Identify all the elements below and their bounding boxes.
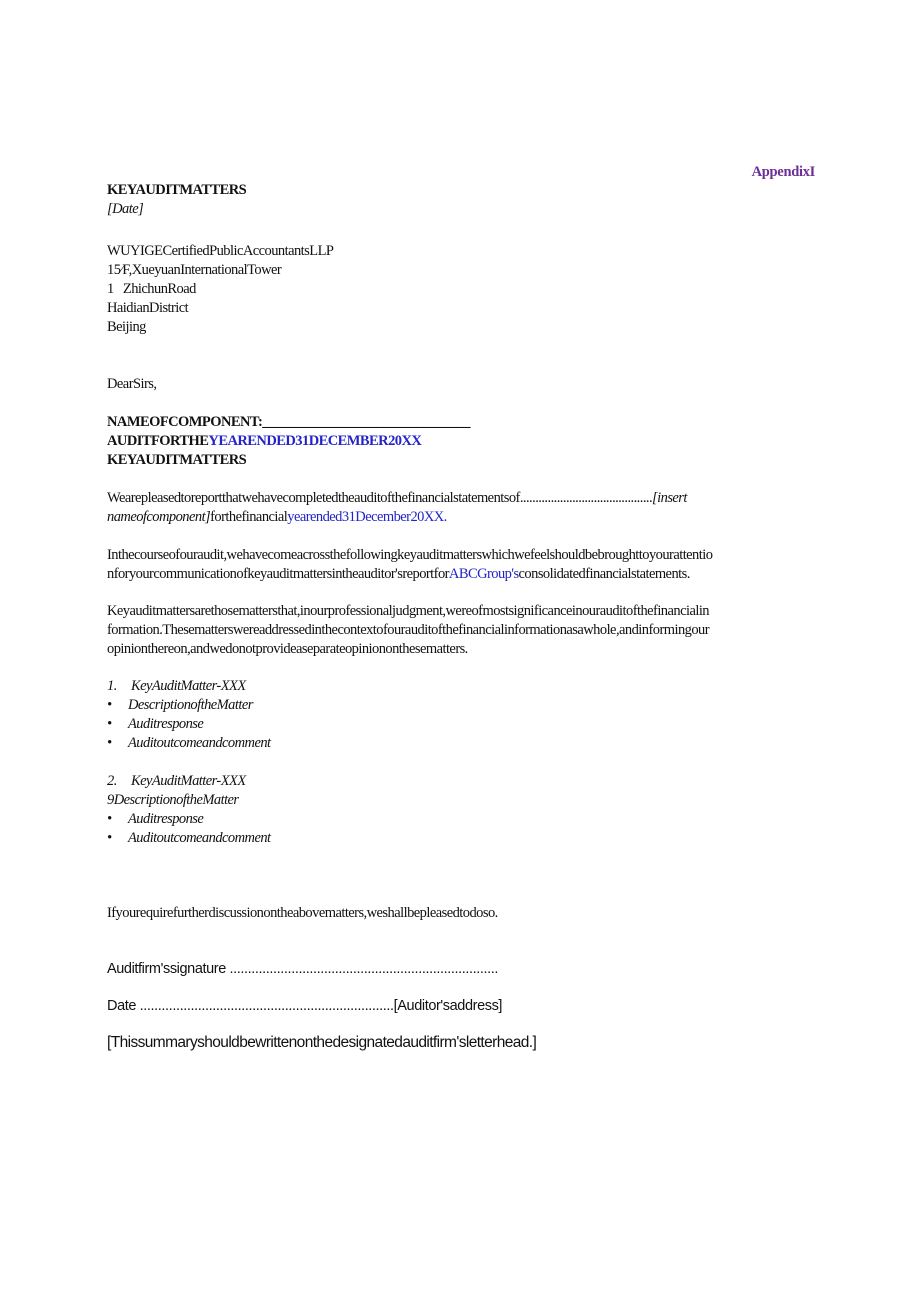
address-line-4: HaidianDistrict [107,300,189,316]
list-item [107,734,271,753]
address-line-1: WUYIGECertifiedPublicAccountantsLLP [107,243,334,259]
matter2-title: KeyAuditMatter-XXX [131,773,246,789]
address-line-5: Beijing [107,319,146,335]
para2-line-1: Inthecourseofouraudit,wehavecomeacrossthefollowingkeyauditmatterswhichwefeelshouldbebroughttoyourattentio [107,547,713,563]
signature-line: Auditfirm'ssignature .......................................................................... [107,961,499,977]
matter1-number: 1. [107,678,117,694]
salutation: DearSirs, [107,376,157,392]
subject-title: KEYAUDITMATTERS [107,452,247,468]
list-item-text: DescriptionoftheMatter [128,697,253,713]
matter2-number: 2. [107,773,117,789]
audit-period-line [107,432,421,451]
para1-year: yearended31December20XX. [287,509,447,525]
list-item [107,829,271,848]
para1-component-name: nameofcomponent] [107,509,211,525]
date-placeholder: [Date] [107,201,144,217]
component-line [107,413,470,432]
matter1-title-row [107,677,246,696]
audit-prefix: AUDITFORTHE [107,433,209,449]
para1-insert: [insert [652,490,687,506]
para1-line-2 [107,508,447,527]
document-heading: KEYAUDITMATTERS [107,182,247,198]
component-blank: _______________________________ [262,414,470,430]
matter1-title: KeyAuditMatter-XXX [131,678,246,694]
para2-pre: nforyourcommunicationofkeyauditmattersintheauditor'sreportfor [107,566,449,582]
bullet-icon: • [107,716,112,732]
bullet-icon: • [107,811,112,827]
para3-line-1: Keyauditmattersarethosemattersthat,inourprofessionaljudgment,wereofmostsignificanceinourauditofthefinancialin [107,603,710,619]
list-item-text: Auditoutcomeandcomment [128,735,271,751]
list-item [107,810,203,829]
matter2-title-row [107,772,246,791]
para1-line-1 [107,489,687,508]
matter2-description: 9DescriptionoftheMatter [107,792,239,808]
address-line-2: 15⁄F,XueyuanInternationalTower [107,262,282,278]
list-item [107,715,203,734]
para3-line-3: opinionthereon,andwedonotprovideaseparateopiniononthesematters. [107,641,468,657]
bullet-icon: • [107,697,112,713]
para2-group: ABCGroup's [448,566,519,582]
address-line-3: 1 ZhichunRoad [107,281,196,297]
para3-line-2: formation.Thesematterswereaddressedinthecontextofourauditofthefinancialinformationasawhole,andinformingour [107,622,710,638]
list-item [107,696,253,715]
para2-line-2 [107,565,690,584]
audit-period: YEARENDED31DECEMBER20XX [208,433,422,449]
list-item-text: Auditresponse [128,716,204,732]
component-label: NAMEOFCOMPONENT: [107,414,263,430]
appendix-label: AppendixI [751,164,815,180]
list-item-text: Auditoutcomeandcomment [128,830,271,846]
bullet-icon: • [107,830,112,846]
para2-post: consolidatedfinancialstatements. [518,566,690,582]
date-line: Date ......................................................................[Auditor'saddress] [107,998,503,1014]
bullet-icon: • [107,735,112,751]
para1-text-2: forthefinancial [210,509,288,525]
letterhead-note: [Thissummaryshouldbewrittenonthedesignatedauditfirm'sletterhead.] [107,1034,537,1051]
closing-sentence: Ifyourequirefurtherdiscussionontheabovematters,weshallbepleasedtodoso. [107,905,498,921]
para1-text: Wearepleasedtoreportthatwehavecompletedtheauditofthefinancialstatementsof........................................... [107,490,653,506]
list-item-text: Auditresponse [128,811,204,827]
